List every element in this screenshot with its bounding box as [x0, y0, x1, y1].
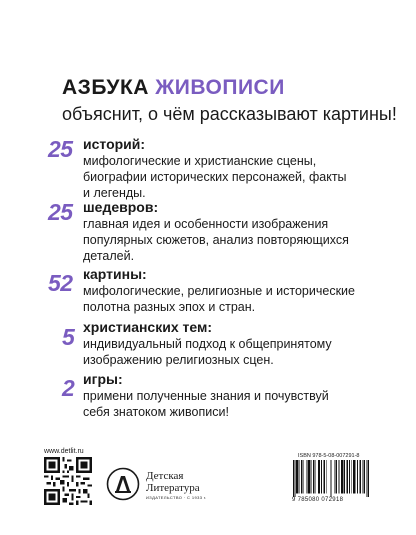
- barcode-icon: [293, 460, 369, 497]
- publisher-name-line1: Детская: [146, 470, 184, 482]
- feature-title: историй:: [83, 136, 146, 152]
- feature-number: 25: [48, 136, 73, 162]
- feature-line: биографии исторических персонажей, факты: [83, 170, 347, 184]
- feature-number: 25: [48, 199, 73, 225]
- cover-header: [62, 76, 402, 125]
- feature-description: [83, 216, 408, 264]
- feature-line: примени полученные знания и почувствуй: [83, 389, 329, 403]
- feature-title: христианских тем:: [83, 319, 212, 335]
- feature-line: и легенды.: [83, 186, 146, 200]
- barcode-number: 9 785080 072918: [292, 497, 344, 503]
- title-part-2: ЖИВОПИСИ: [155, 76, 285, 99]
- book-subtitle: объяснит, о чём рассказывают картины!: [62, 104, 397, 124]
- feature-number: 2: [62, 375, 75, 401]
- qr-code-icon: [44, 457, 92, 505]
- feature-line: деталей.: [83, 249, 135, 263]
- feature-line: популярных сюжетов, анализ повторяющихся: [83, 233, 349, 247]
- publisher-emblem-icon: [106, 467, 140, 501]
- publisher-tagline: ИЗДАТЕЛЬСТВО · С 1933 г.: [146, 495, 207, 500]
- feature-line: главная идея и особенности изображения: [83, 217, 329, 231]
- feature-line: полотна разных эпох и стран.: [83, 300, 256, 314]
- title-part-1: АЗБУКА: [62, 76, 149, 99]
- feature-line: индивидуальный подход к общепринятому: [83, 337, 332, 351]
- feature-title: картины:: [83, 266, 147, 282]
- feature-line: изображению религиозных сцен.: [83, 353, 274, 367]
- feature-title: шедевров:: [83, 199, 159, 215]
- feature-line: мифологические, религиозные и исторические: [83, 284, 355, 298]
- feature-number: 5: [62, 324, 75, 350]
- feature-line: себя знатоком живописи!: [83, 405, 229, 419]
- feature-description: [83, 283, 408, 315]
- feature-description: [83, 336, 408, 368]
- feature-line: мифологические и христианские сцены,: [83, 154, 317, 168]
- feature-title: игры:: [83, 371, 123, 387]
- publisher-name-line2: Литература: [146, 482, 200, 494]
- isbn-label: ISBN 978-5-08-007291-8: [298, 453, 360, 459]
- book-title: [62, 76, 402, 100]
- cover-footer: [0, 448, 416, 535]
- feature-number: 52: [48, 270, 73, 296]
- publisher-logo: [106, 465, 246, 505]
- publisher-url[interactable]: www.detlit.ru: [44, 448, 84, 455]
- feature-description: [83, 388, 408, 420]
- feature-description: [83, 153, 408, 201]
